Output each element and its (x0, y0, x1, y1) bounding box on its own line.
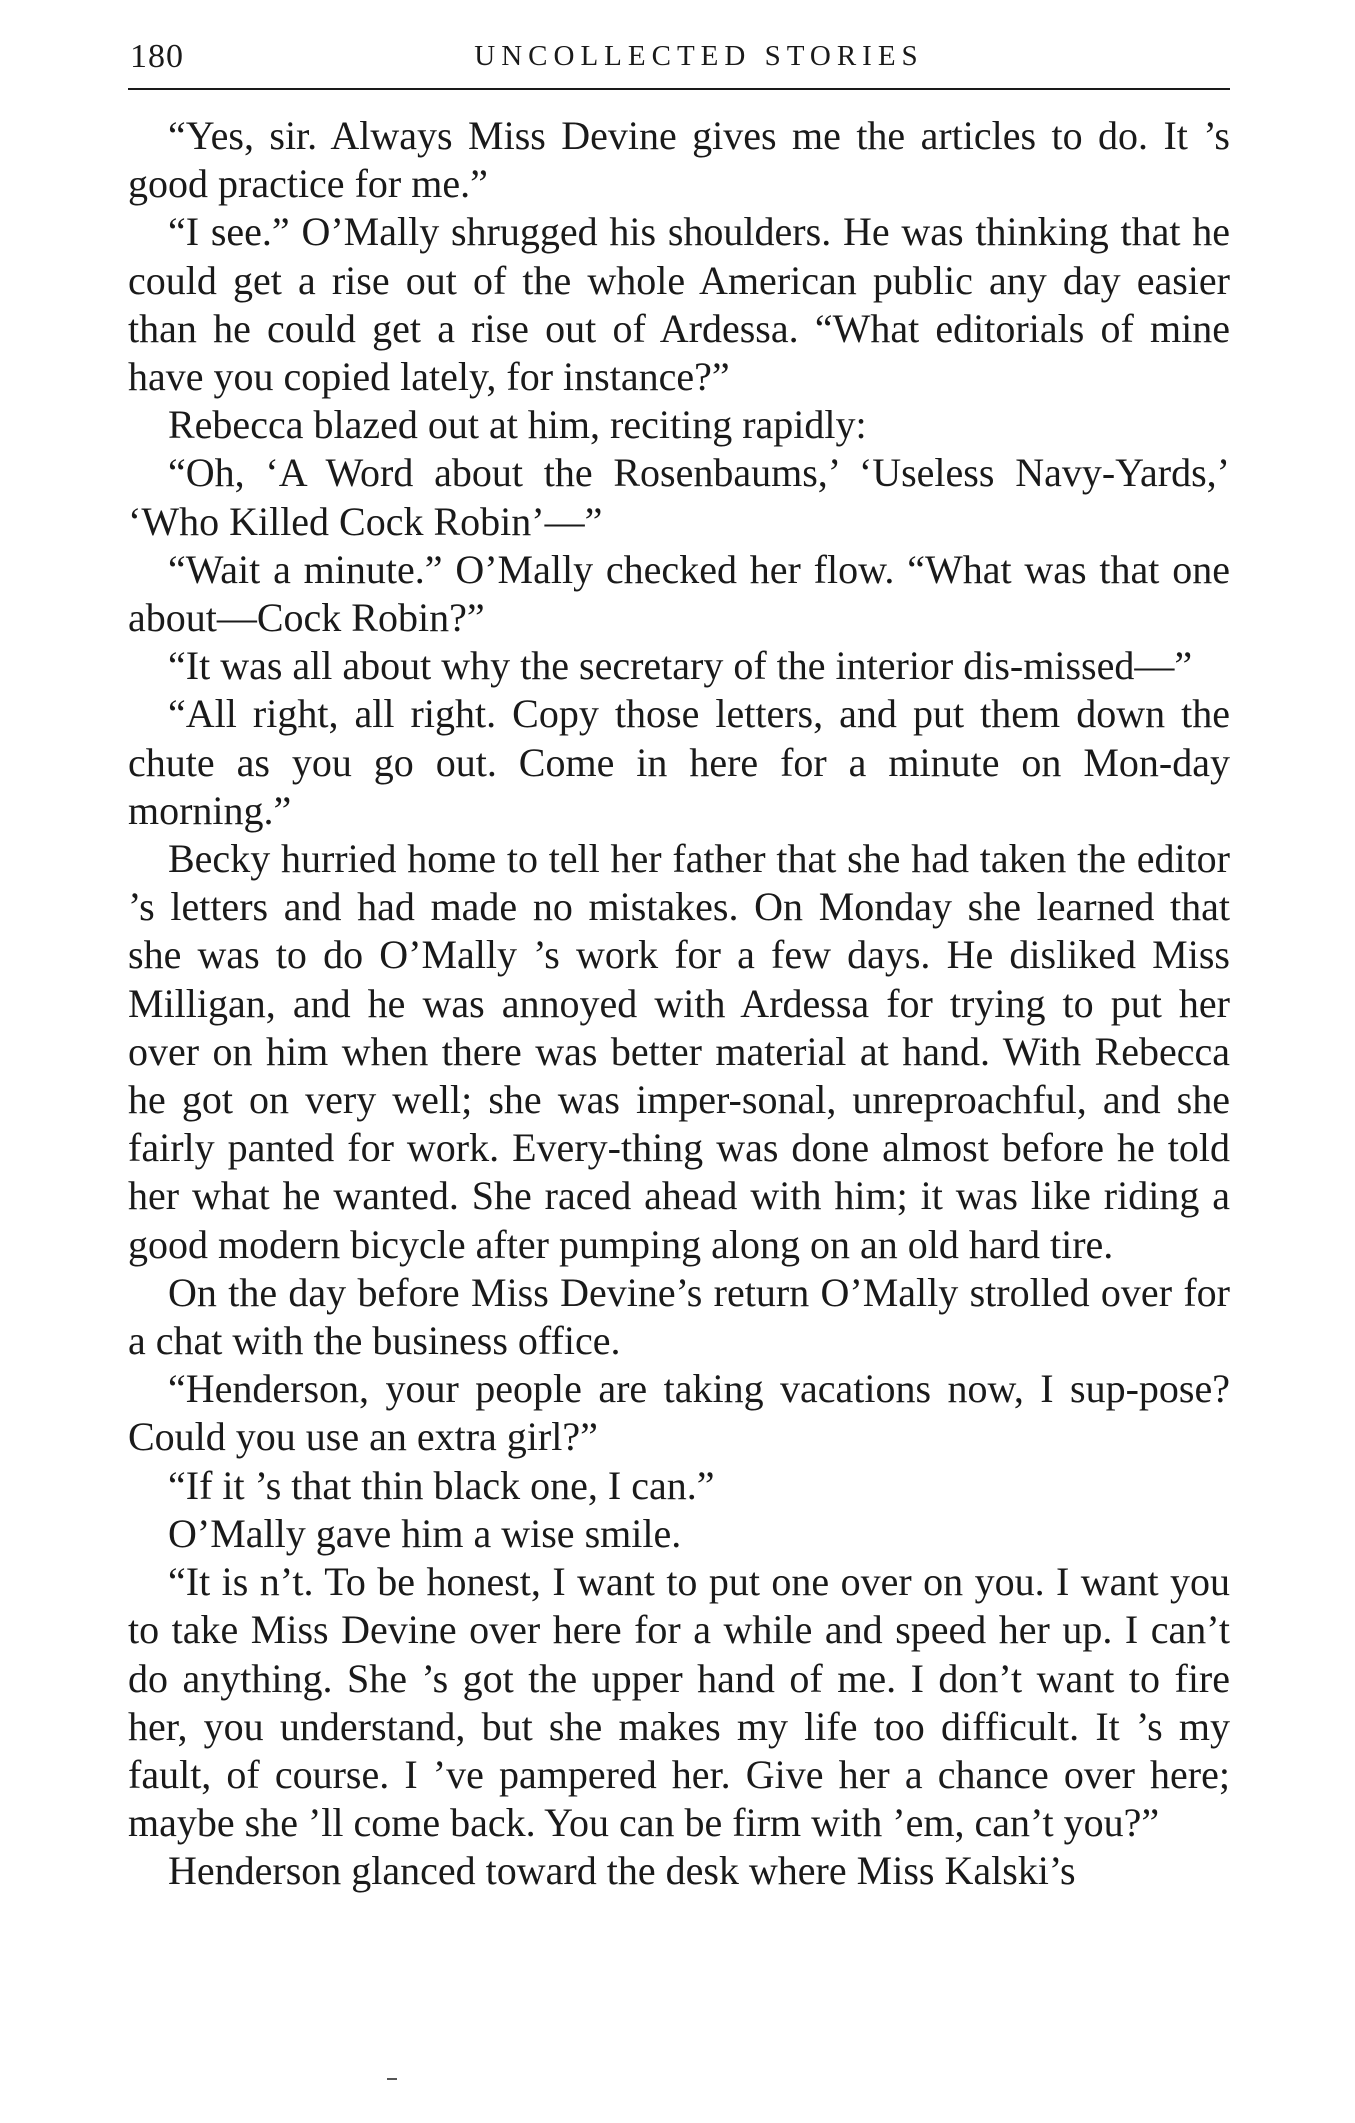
paragraph: Henderson glanced toward the desk where Miss Kalski’s (168, 1848, 1076, 1894)
paragraph: “Yes, sir. Always Miss Devine gives me the articles to do. It ’s good practice for me.” (128, 113, 1230, 207)
paragraph: Rebecca blazed out at him, reciting rapidly: (168, 402, 867, 448)
paragraph: “I see.” O’Mally shrugged his shoulders. He was thinking that he could get a rise out of the whole American public any day easier than he could get a rise out of Ardessa. “What editorials of mine have you copied lately, for instance?” (128, 209, 1230, 400)
body-text (128, 112, 1230, 1896)
paragraph: “Henderson, your people are taking vacations now, I sup-pose? Could you use an extra girl?” (128, 1366, 1230, 1460)
page-number: 180 (130, 38, 184, 75)
header-rule (128, 88, 1230, 90)
page-header (128, 30, 1230, 80)
scan-speck (387, 2078, 397, 2080)
paragraph: Becky hurried home to tell her father that she had taken the editor ’s letters and had made no mistakes. On Monday she learned that she was to do O’Mally ’s work for a few days. He disliked Miss Milligan, and he was annoyed with Ardessa for trying to put her over on him when there was better material at hand. With Rebecca he got on very well; she was imper-sonal, unreproachful, and she fairly panted for work. Every-thing was done almost before he told her what he wanted. She raced ahead with him; it was like riding a good modern bicycle after pumping along on an old hard tire. (128, 836, 1230, 1267)
paragraph: “Wait a minute.” O’Mally checked her flow. “What was that one about—Cock Robin?” (128, 546, 1230, 641)
paragraph: On the day before Miss Devine’s return O’Mally strolled over for a chat with the business office. (128, 1269, 1230, 1364)
paragraph: “It was all about why the secretary of the interior dis-missed—” (168, 643, 1193, 689)
paragraph: “All right, all right. Copy those letters, and put them down the chute as you go out. Come in here for a minute on Mon-day morning.” (128, 691, 1230, 833)
paragraph: “If it ’s that thin black one, I can.” (168, 1462, 715, 1508)
paragraph: “Oh, ‘A Word about the Rosenbaums,’ ‘Useless Navy-Yards,’ ‘Who Killed Cock Robin’—” (128, 450, 1230, 544)
running-head: UNCOLLECTED STORIES (474, 40, 924, 72)
paragraph: O’Mally gave him a wise smile. (168, 1510, 682, 1556)
paragraph: “It is n’t. To be honest, I want to put one over on you. I want you to take Miss Devine over here for a while and speed her up. I can’t do anything. She ’s got the upper hand of me. I don’t want to fire her, you understand, but she makes my life too difficult. It ’s my fault, of course. I ’ve pampered her. Give her a chance over here; maybe she ’ll come back. You can be firm with ’em, can’t you?” (128, 1559, 1230, 1846)
